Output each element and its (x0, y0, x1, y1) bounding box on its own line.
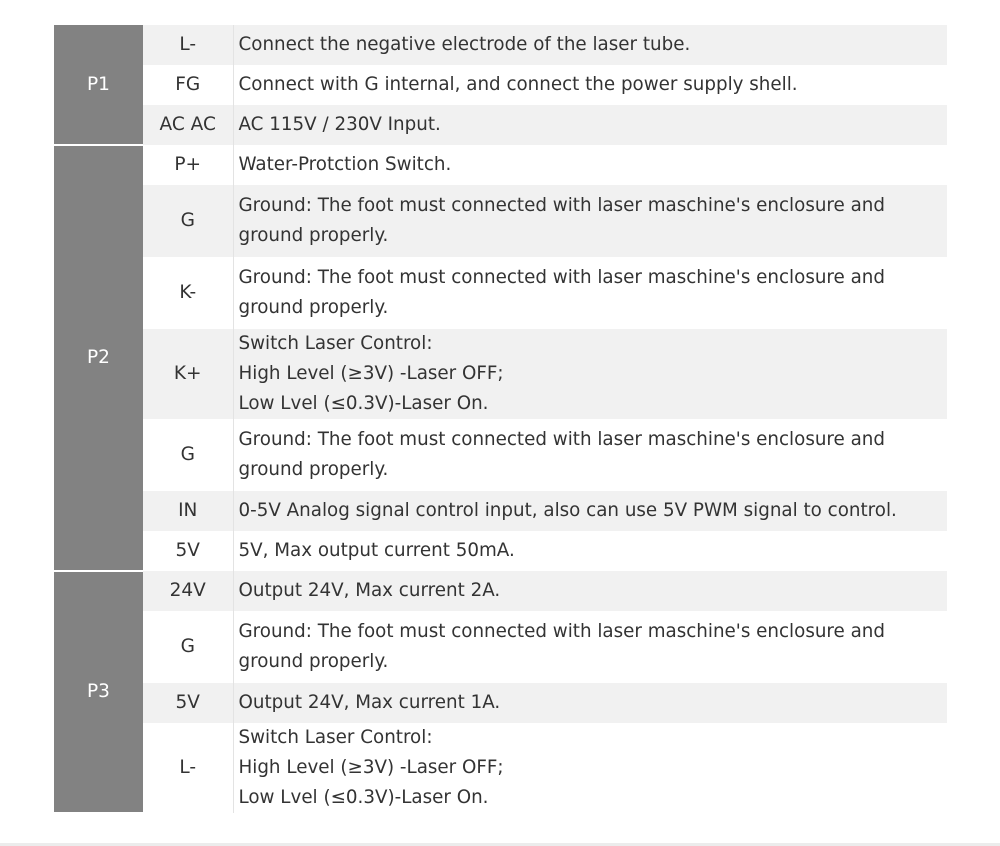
pin-table-body (54, 25, 947, 813)
pin-label: G (143, 419, 233, 491)
pin-description (233, 611, 947, 683)
pin-description (233, 723, 947, 813)
description-line: High Level (≥3V) -Laser OFF; (238, 363, 504, 384)
description-line: 0-5V Analog signal control input, also can use 5V PWM signal to control. (238, 500, 897, 521)
description-line: Low Lvel (≤0.3V)-Laser On. (238, 787, 489, 808)
description-line: ground properly. (238, 651, 389, 672)
pin-description (233, 531, 947, 571)
pin-label: L- (143, 723, 233, 813)
pin-description (233, 145, 947, 185)
port-label-p1: P1 (54, 25, 143, 145)
pin-description (233, 257, 947, 329)
description-line: ground properly. (238, 225, 389, 246)
table-row (54, 491, 947, 531)
pin-label: AC AC (143, 105, 233, 145)
description-line: High Level (≥3V) -Laser OFF; (238, 757, 504, 778)
table-row (54, 257, 947, 329)
pin-definition-table (54, 25, 947, 814)
table-row (54, 105, 947, 145)
pin-description (233, 571, 947, 611)
pin-label: K+ (143, 329, 233, 419)
port-label-p2: P2 (54, 145, 143, 571)
pin-label: P+ (143, 145, 233, 185)
description-line: Ground: The foot must connected with laser maschine's enclosure and (238, 195, 885, 216)
description-line: Output 24V, Max current 1A. (238, 692, 501, 713)
table-row (54, 145, 947, 185)
description-line: Output 24V, Max current 2A. (238, 580, 501, 601)
description-line: Ground: The foot must connected with laser maschine's enclosure and (238, 621, 885, 642)
pin-label: 24V (143, 571, 233, 611)
table-row (54, 329, 947, 419)
description-line: Ground: The foot must connected with laser maschine's enclosure and (238, 429, 885, 450)
pin-label: K- (143, 257, 233, 329)
table-row (54, 683, 947, 723)
description-line: AC 115V / 230V Input. (238, 114, 441, 135)
pin-description (233, 683, 947, 723)
description-line: Low Lvel (≤0.3V)-Laser On. (238, 393, 489, 414)
pin-description (233, 329, 947, 419)
pin-description (233, 185, 947, 257)
table-row (54, 25, 947, 65)
table-row (54, 531, 947, 571)
table-row (54, 419, 947, 491)
table-row (54, 723, 947, 813)
description-line: Ground: The foot must connected with laser maschine's enclosure and (238, 267, 885, 288)
pin-label: L- (143, 25, 233, 65)
table-row (54, 185, 947, 257)
table-row (54, 611, 947, 683)
table-row (54, 571, 947, 611)
pin-label: IN (143, 491, 233, 531)
description-line: ground properly. (238, 297, 389, 318)
description-line: Switch Laser Control: (238, 727, 433, 748)
pin-description (233, 419, 947, 491)
pin-label: FG (143, 65, 233, 105)
description-line: Switch Laser Control: (238, 333, 433, 354)
pin-description (233, 105, 947, 145)
pin-description (233, 25, 947, 65)
description-line: Connect the negative electrode of the laser tube. (238, 34, 691, 55)
table-row (54, 65, 947, 105)
pin-description (233, 65, 947, 105)
description-line: 5V, Max output current 50mA. (238, 540, 515, 561)
description-line: ground properly. (238, 459, 389, 480)
port-label-p3: P3 (54, 571, 143, 813)
pin-label: 5V (143, 683, 233, 723)
description-line: Connect with G internal, and connect the power supply shell. (238, 74, 798, 95)
pin-label: G (143, 611, 233, 683)
pin-label: 5V (143, 531, 233, 571)
pin-description (233, 491, 947, 531)
pin-label: G (143, 185, 233, 257)
description-line: Water-Protction Switch. (238, 154, 452, 175)
